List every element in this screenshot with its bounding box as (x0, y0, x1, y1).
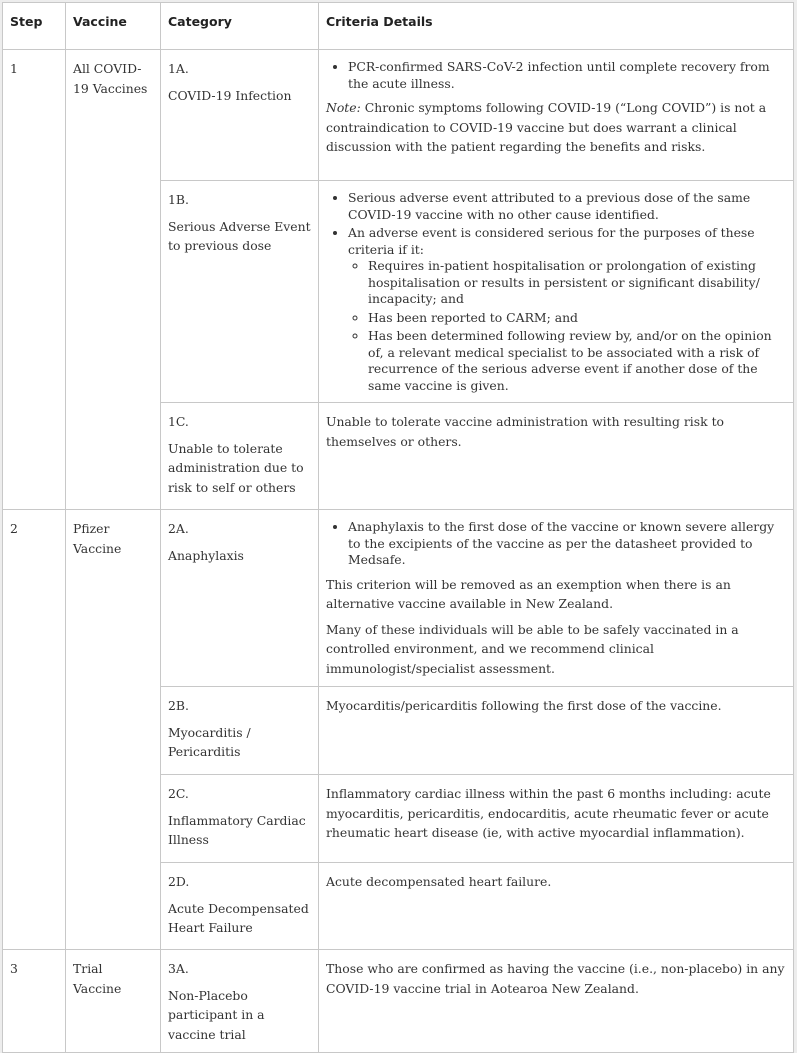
header-vaccine: Vaccine (66, 3, 161, 50)
category-cell (161, 181, 319, 403)
vaccine-cell: All COVID-19 Vaccines (66, 50, 161, 510)
criteria-paragraph: Many of these individuals will be able to be safely vaccinated in a controlled environment, and we recommend clinical immunologist/specialist assessment. (326, 621, 739, 676)
category-name: COVID-19 Infection (168, 87, 292, 103)
criteria-text: Those who are confirmed as having the vaccine (i.e., non-placebo) in any COVID-19 vaccine trial in Aotearoa New Zealand. (326, 961, 785, 996)
bullet-list (326, 59, 786, 92)
criteria-cell (319, 50, 794, 181)
header-row (3, 3, 794, 50)
category-name: Inflammatory Cardiac Illness (168, 812, 306, 847)
criteria-text: Myocarditis/pericarditis following the first dose of the vaccine. (326, 698, 722, 713)
criteria-cell (319, 510, 794, 687)
category-code: 3A. (168, 961, 189, 976)
category-code: 2D. (168, 874, 190, 889)
header-step: Step (3, 3, 66, 50)
vaccine-cell: Trial Vaccine (66, 950, 161, 1053)
category-name: Unable to tolerate administration due to risk to self or others (168, 440, 304, 495)
bullet-item: • Anaphylaxis to the first dose of the vaccine or known severe allergy to the excipients of the vaccine as per the datasheet provided to Medsafe. (348, 519, 786, 569)
bullet-text: An adverse event is considered serious for the purposes of these criteria if it: (348, 225, 755, 257)
category-code: 1A. (168, 61, 189, 76)
bullet-item (348, 225, 786, 394)
criteria-cell (319, 863, 794, 950)
criteria-text: Acute decompensated heart failure. (326, 874, 552, 889)
vaccine-cell: Pfizer Vaccine (66, 510, 161, 950)
category-name: Anaphylaxis (168, 547, 244, 563)
table-row (3, 950, 794, 1053)
bullet-list (326, 519, 786, 569)
criteria-text: Unable to tolerate vaccine administration with resulting risk to themselves or others. (326, 414, 725, 449)
category-name: Acute Decompensated Heart Failure (168, 900, 309, 935)
exemption-criteria-table (2, 2, 794, 1053)
criteria-cell (319, 181, 794, 403)
category-cell (161, 863, 319, 950)
sub-bullet-list (348, 258, 786, 394)
category-code: 2C. (168, 786, 189, 801)
table-row (3, 510, 794, 687)
criteria-text: Inflammatory cardiac illness within the past 6 months including: acute myocarditis, pericarditis, endocarditis, acute rheumatic fever or acute rheumatic heart disease (ie, with active myocardial inflammation). (326, 786, 771, 840)
table-row (3, 50, 794, 181)
sub-bullet-item: ◦ Requires in-patient hospitalisation or prolongation of existing hospitalisation or results in persistent or significant disability/ incapacity; and (368, 258, 786, 308)
criteria-cell (319, 950, 794, 1053)
step-cell: 2 (3, 510, 66, 950)
note-text: Chronic symptoms following COVID-19 (“Long COVID”) is not a contraindication to COVID-19 vaccine but does warrant a clinical discussion with the patient regarding the benefits and risks. (326, 100, 767, 154)
category-name: Non-Placebo participant in a vaccine trial (168, 987, 265, 1042)
category-cell (161, 687, 319, 775)
category-code: 2A. (168, 521, 189, 536)
bullet-item: • Serious adverse event attributed to a previous dose of the same COVID-19 vaccine with no other cause identified. (348, 190, 786, 223)
bullet-item: • PCR-confirmed SARS-CoV-2 infection until complete recovery from the acute illness. (348, 59, 786, 92)
category-code: 1C. (168, 414, 189, 429)
category-name: Myocarditis / Pericarditis (168, 724, 251, 759)
criteria-cell (319, 775, 794, 863)
header-category: Category (161, 3, 319, 50)
criteria-paragraph: This criterion will be removed as an exemption when there is an alternative vaccine available in New Zealand. (326, 576, 731, 611)
criteria-cell (319, 687, 794, 775)
criteria-cell (319, 403, 794, 510)
header-criteria: Criteria Details (319, 3, 794, 50)
category-name: Serious Adverse Event to previous dose (168, 218, 311, 253)
category-cell (161, 510, 319, 687)
category-code: 1B. (168, 192, 189, 207)
note-paragraph (326, 98, 786, 157)
category-cell (161, 775, 319, 863)
step-cell: 3 (3, 950, 66, 1053)
category-code: 2B. (168, 698, 189, 713)
sub-bullet-item: ◦ Has been reported to CARM; and (368, 310, 786, 327)
note-label: Note: (326, 100, 361, 115)
bullet-list (326, 190, 786, 394)
category-cell (161, 950, 319, 1053)
sub-bullet-item: ◦ Has been determined following review by, and/or on the opinion of, a relevant medical specialist to be associated with a risk of recurrence of the serious adverse event if another dose of the same vaccine is given. (368, 328, 786, 394)
step-cell: 1 (3, 50, 66, 510)
category-cell (161, 403, 319, 510)
category-cell (161, 50, 319, 181)
